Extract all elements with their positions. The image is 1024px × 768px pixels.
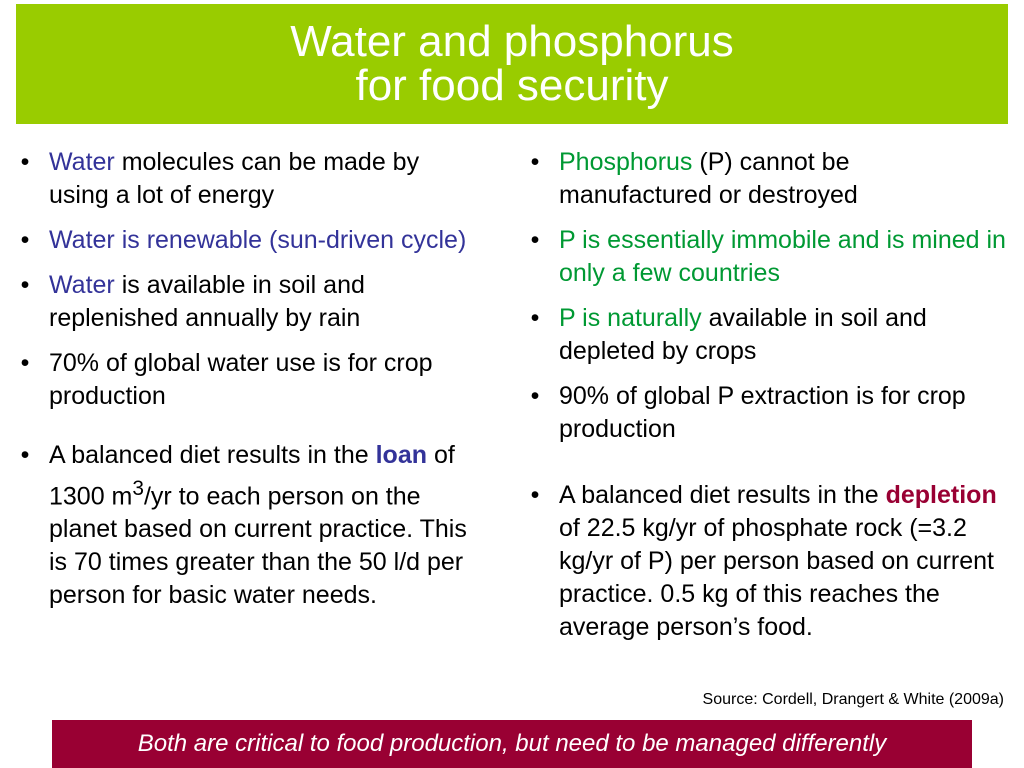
- bullet-text: P is essentially immobile and is mined in only a few countries: [559, 226, 1006, 287]
- bullet-text: A balanced diet results in the: [559, 481, 886, 509]
- water-bullet-renewable: [14, 224, 484, 257]
- water-bullet-diet: [14, 439, 484, 612]
- bullet-text: /yr to each person on the planet based on current practice. This is 70 times greater than the 50 l/d per person for basic water needs.: [49, 482, 467, 610]
- water-bullet-crop-use: [14, 347, 484, 413]
- bullet-icon: •: [20, 441, 30, 469]
- bullet-text: is available in soil and replenished annually by rain: [49, 271, 365, 332]
- bullet-text: Water is renewable (sun-driven cycle): [49, 226, 467, 254]
- phosphorus-bullet-soil: [524, 302, 1008, 368]
- bullet-text: molecules can be made by using a lot of energy: [49, 148, 420, 209]
- bullet-icon: •: [530, 481, 540, 509]
- slide-title-line1: Water and phosphorus: [290, 17, 734, 66]
- bullet-text: A balanced diet results in the: [49, 441, 376, 469]
- water-bullet-energy: [14, 146, 484, 212]
- bullet-icon: •: [20, 148, 30, 176]
- bullet-text: 70% of global water use is for crop production: [49, 349, 433, 410]
- bullet-icon: •: [20, 349, 30, 377]
- phosphorus-column: [524, 146, 1008, 656]
- phosphorus-bullet-diet: [524, 479, 1008, 644]
- phosphorus-keyword: Phosphorus: [559, 148, 693, 176]
- phosphorus-bullet-extraction: [524, 380, 1008, 446]
- bullet-icon: •: [530, 382, 540, 410]
- depletion-keyword: depletion: [885, 481, 997, 509]
- water-bullet-list: [14, 146, 484, 612]
- bullet-text: 90% of global P extraction is for crop production: [559, 382, 966, 443]
- bullet-icon: •: [530, 226, 540, 254]
- bullet-icon: •: [530, 148, 540, 176]
- phosphorus-bullet-immobile: [524, 224, 1008, 290]
- bullet-icon: •: [20, 226, 30, 254]
- bullet-icon: •: [20, 271, 30, 299]
- title-banner: [16, 4, 1008, 124]
- phosphorus-keyword: P is naturally: [559, 304, 702, 332]
- water-keyword: Water: [49, 271, 115, 299]
- bullet-text: of 1300 m: [49, 441, 455, 511]
- bullet-icon: •: [530, 304, 540, 332]
- bullet-text: (P) cannot be manufactured or destroyed: [559, 148, 858, 209]
- bullet-text: of 22.5 kg/yr of phosphate rock (=3.2 kg/yr of P) per person based on current practice. 0.5 kg of this reaches the average person’s food.: [559, 514, 994, 641]
- water-bullet-soil: [14, 269, 484, 335]
- phosphorus-bullet-manufacture: [524, 146, 1008, 212]
- superscript: 3: [132, 477, 144, 500]
- loan-keyword: loan: [375, 441, 428, 469]
- phosphorus-bullet-list: [524, 146, 1008, 644]
- slide-title-line2: for food security: [355, 61, 669, 110]
- water-column: [14, 146, 484, 624]
- source-citation: Source: Cordell, Drangert & White (2009a): [702, 691, 1004, 708]
- footer-banner: Both are critical to food production, but need to be managed differently: [52, 720, 972, 768]
- water-keyword: Water: [49, 148, 115, 176]
- bullet-text: available in soil and depleted by crops: [559, 304, 927, 365]
